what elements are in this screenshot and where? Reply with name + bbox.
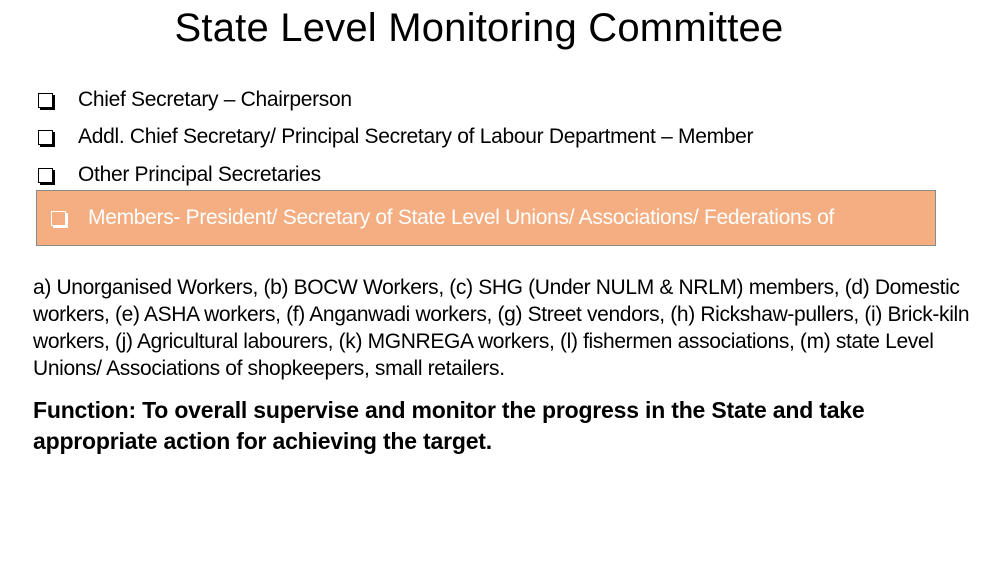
members-highlight-box	[36, 190, 936, 246]
bullet-item-addl-chief-secretary	[36, 123, 753, 151]
bullet-item-chief-secretary	[36, 86, 352, 114]
slide-title: State Level Monitoring Committee	[174, 6, 784, 50]
workers-list-paragraph: a) Unorganised Workers, (b) BOCW Workers, (c) SHG (Under NULM & NRLM) members, (d) Domestic workers, (e) ASHA workers, (f) Anganwadi workers, (g) Street vendors, (h) Rickshaw-pullers, (i) Brick-kiln workers, (j) Agricultural labourers, (k) MGNREGA workers, (l) fishermen associations, (m) state Level Unions/ Associations of shopkeepers, small retailers.	[33, 276, 970, 380]
bullet-text: Addl. Chief Secretary/ Principal Secretary of Labour Department – Member	[78, 125, 754, 148]
square-bullet-icon	[38, 168, 53, 183]
highlight-text: Members- President/ Secretary of State Level Unions/ Associations/ Federations of	[88, 206, 835, 229]
function-statement: Function: To overall supervise and monitor the progress in the State and take appropriate action for achieving the target.	[33, 397, 865, 454]
bullet-text: Chief Secretary – Chairperson	[78, 88, 352, 111]
bullet-text: Other Principal Secretaries	[78, 163, 321, 186]
square-bullet-icon	[38, 130, 53, 145]
bullet-item-other-secretaries	[36, 161, 321, 189]
square-bullet-icon	[38, 93, 53, 108]
square-bullet-icon	[51, 211, 66, 226]
